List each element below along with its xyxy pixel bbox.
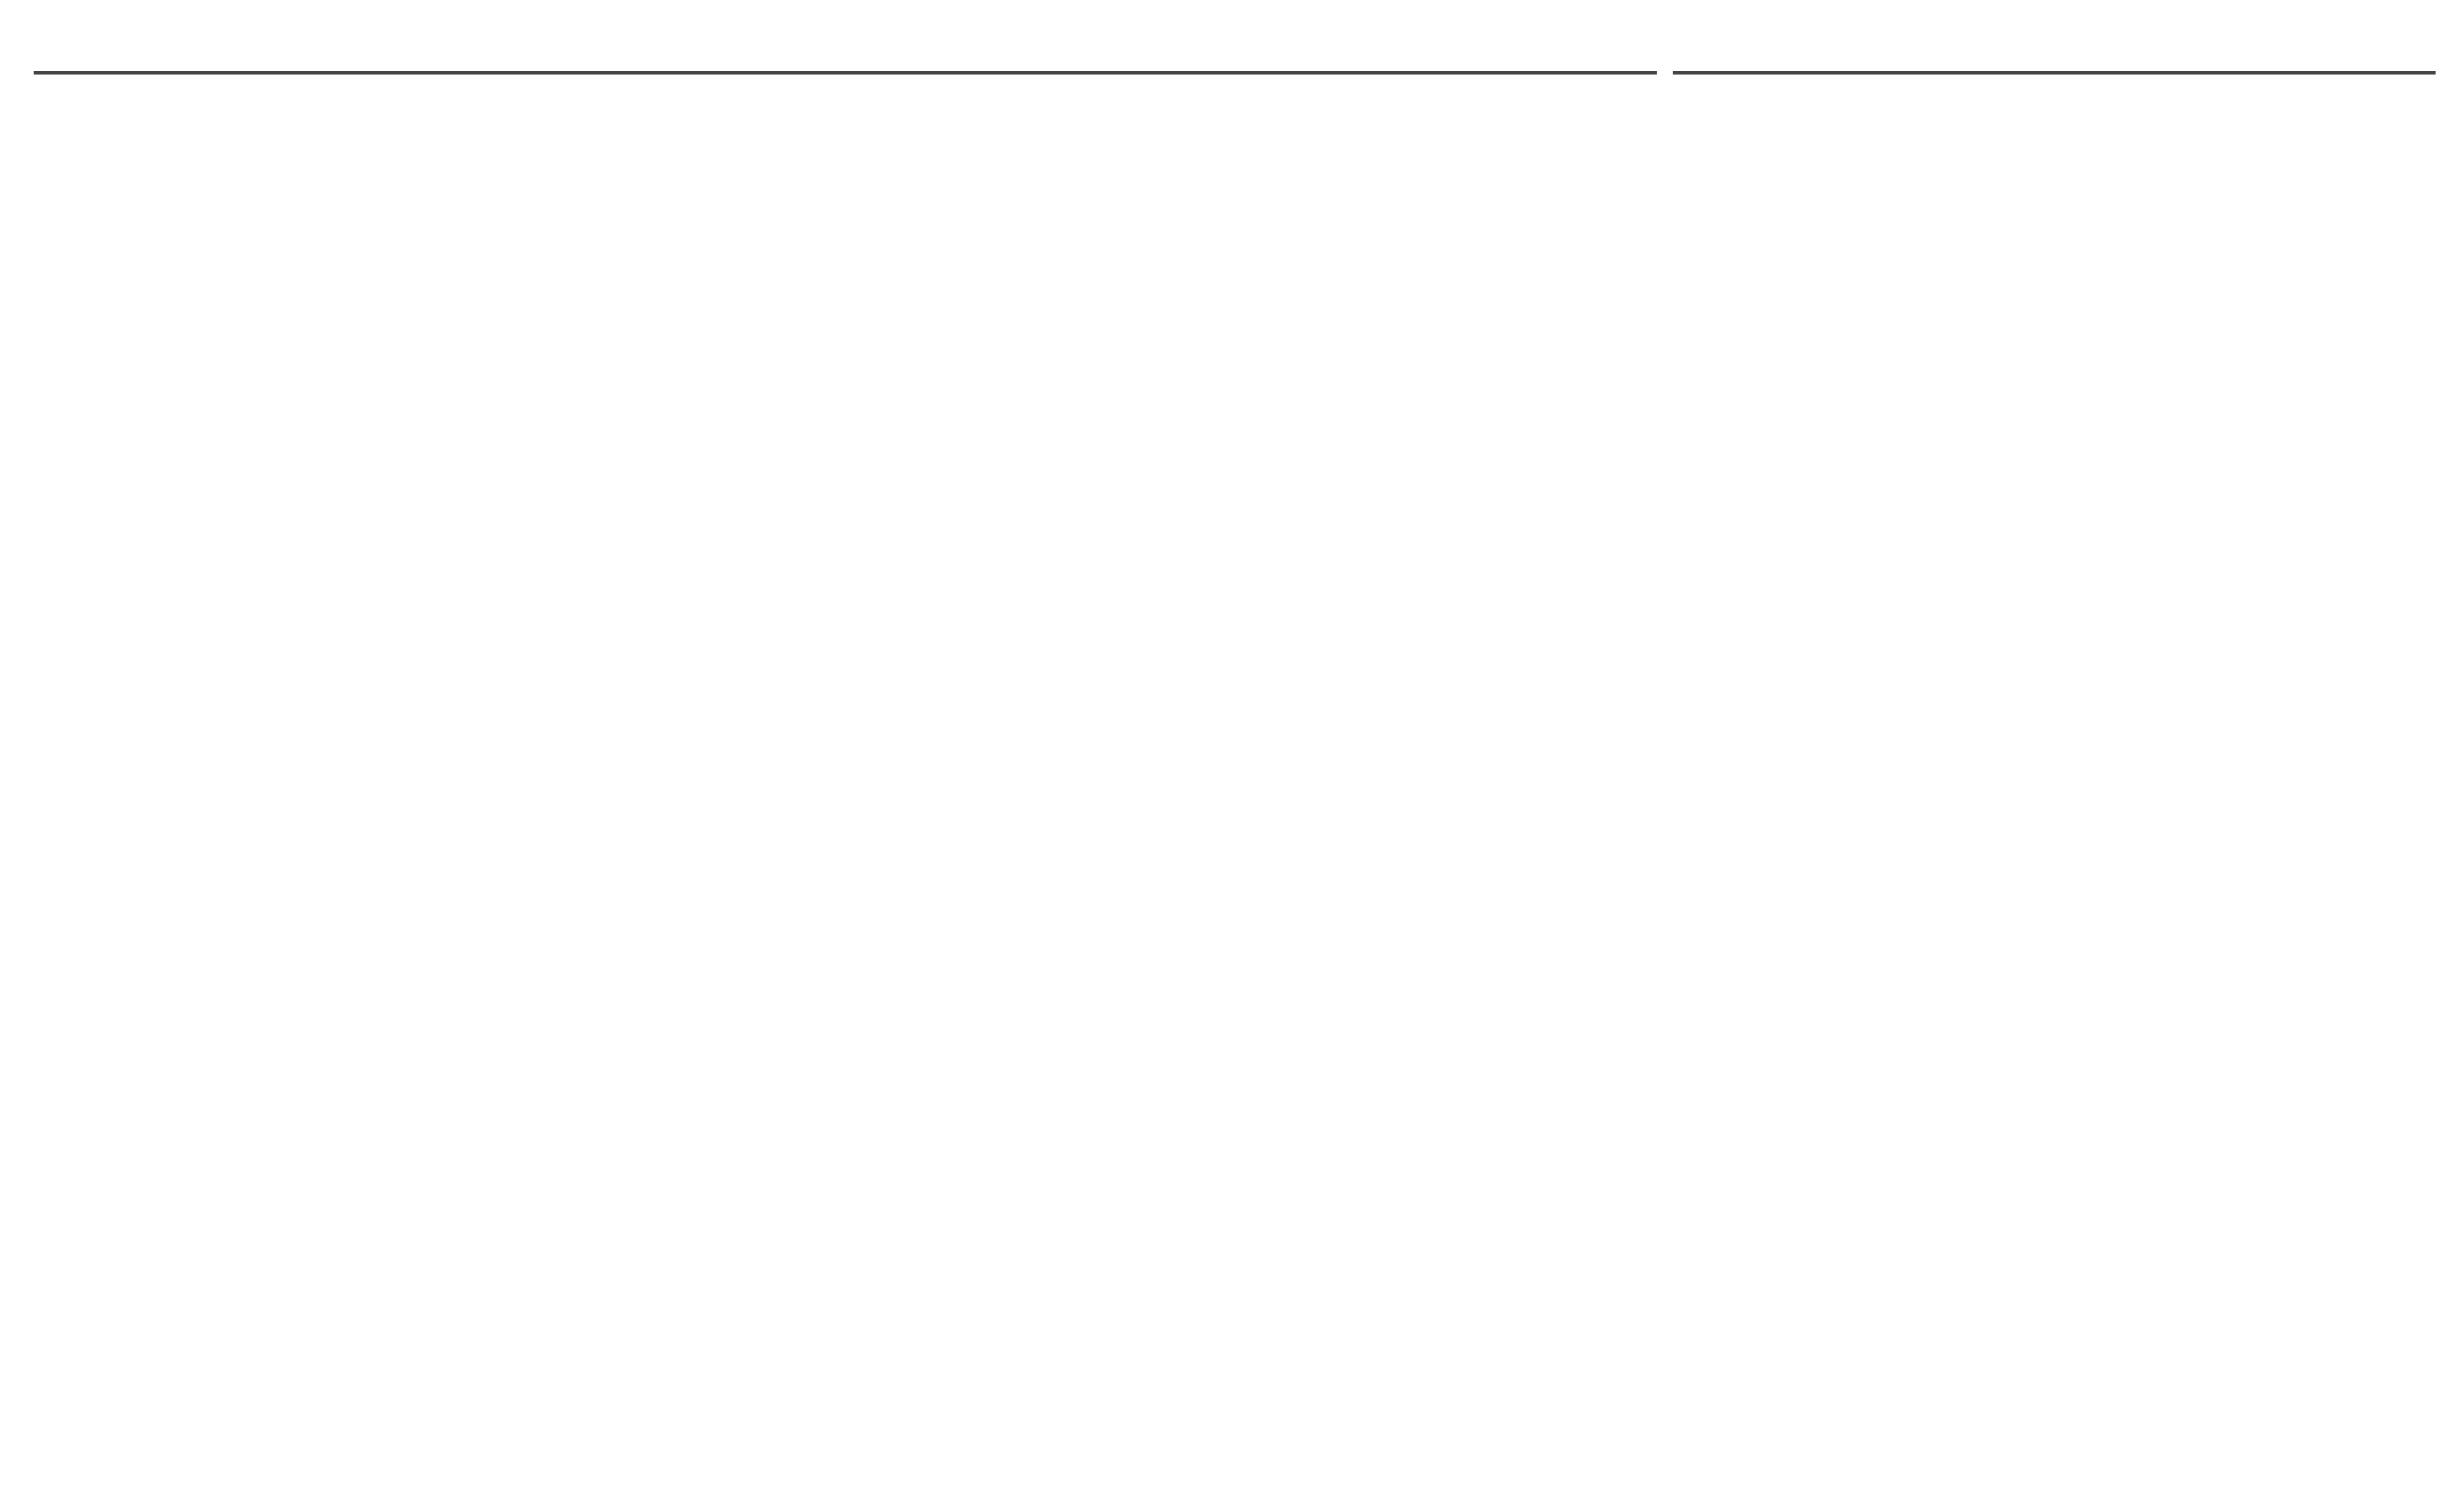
- column-2-top: [876, 302, 1648, 382]
- prayer-section: [876, 1228, 1657, 1361]
- column-1: [35, 282, 834, 607]
- right-header-rule: [1673, 71, 2436, 75]
- header-rule: [34, 71, 1657, 75]
- column-2-mid: [876, 779, 1648, 859]
